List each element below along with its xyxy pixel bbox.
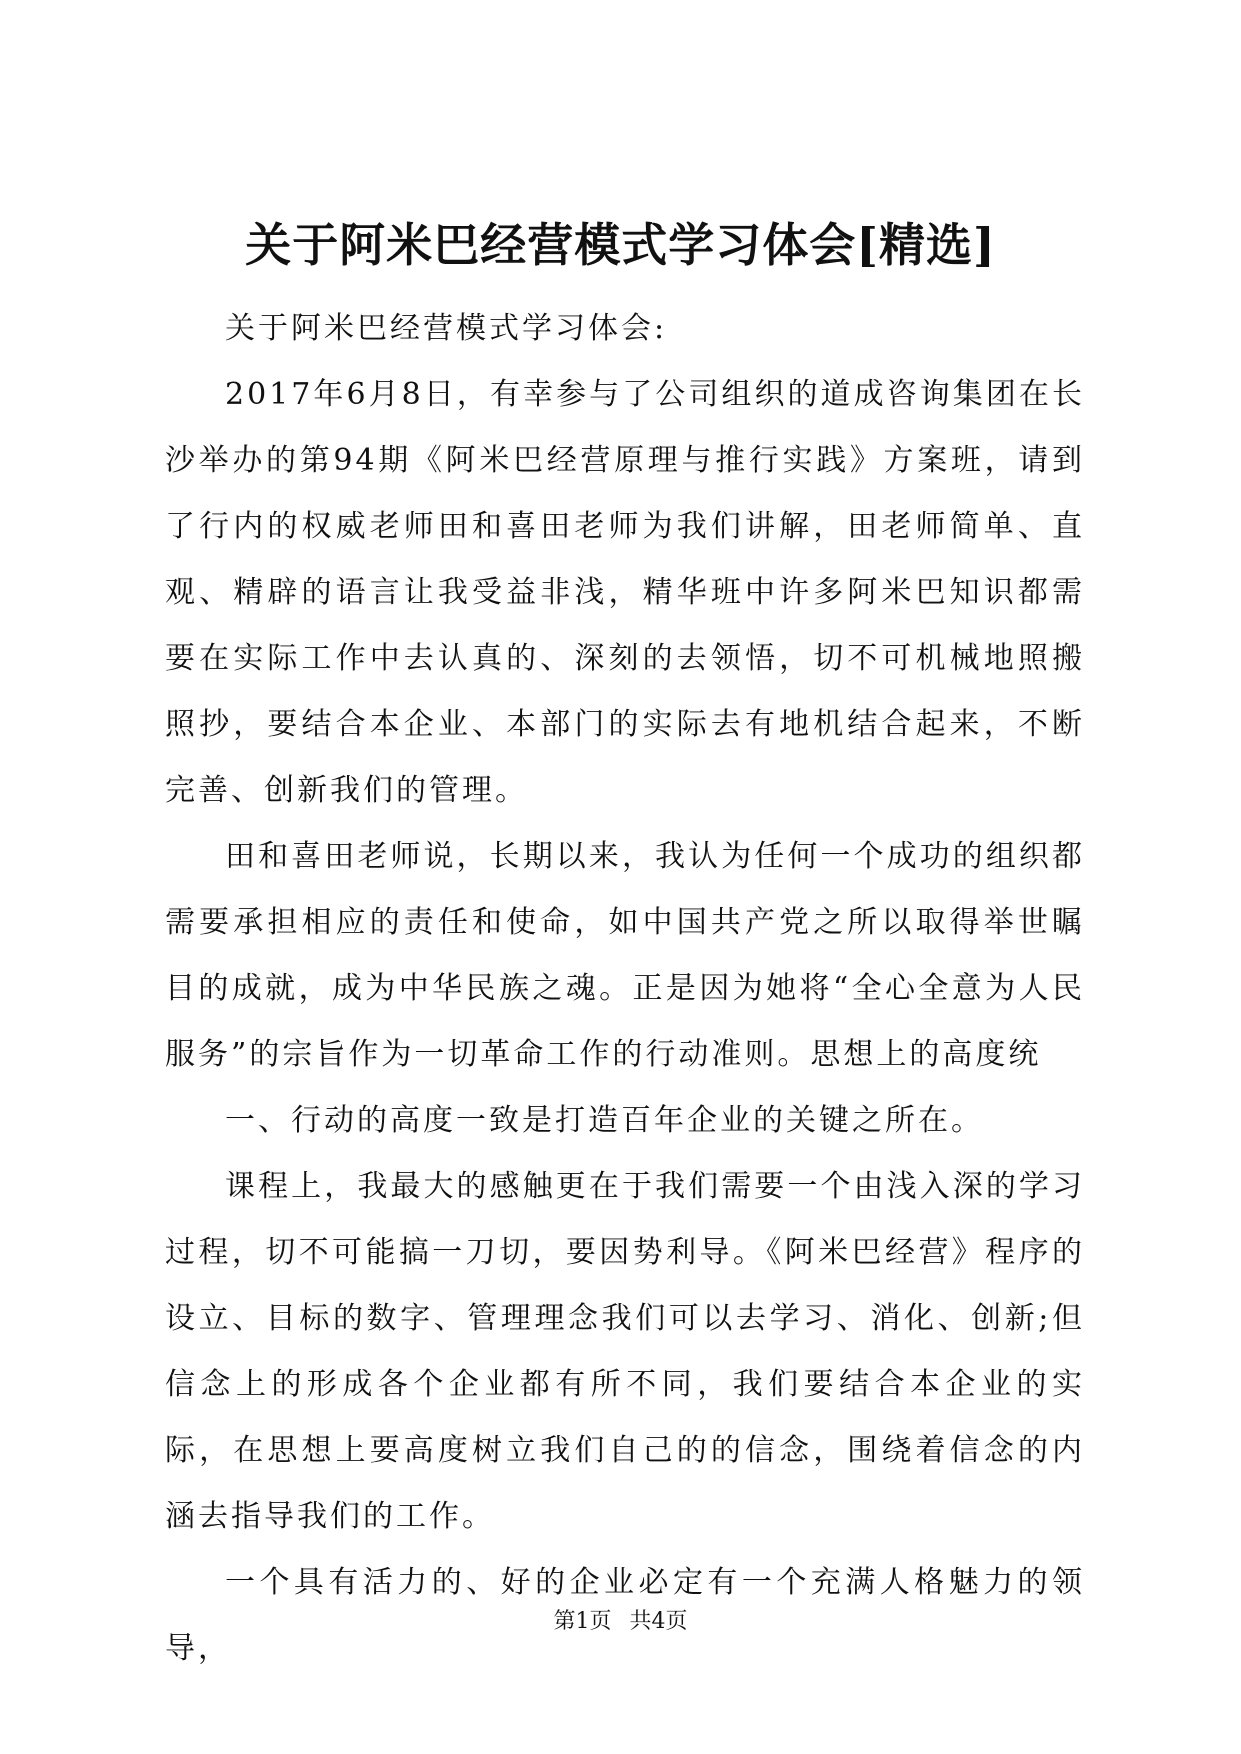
page-total: 共4页 [629,1609,688,1634]
document-body [165,296,1085,1682]
page-number: 第1页 [553,1609,612,1634]
paragraph: 田和喜田老师说，长期以来，我认为任何一个成功的组织都需要承担相应的责任和使命，如中国共产党之所以取得举世瞩目的成就，成为中华民族之魂。正是因为她将“全心全意为人民服务”的宗旨作为一切革命工作的行动准则。思想上的高度统 [165,839,1085,1072]
paragraph: 2017年6月8日，有幸参与了公司组织的道成咨询集团在长沙举办的第94期《阿米巴经营原理与推行实践》方案班，请到了行内的权威老师田和喜田老师为我们讲解，田老师简单、直观、精辟的语言让我受益非浅，精华班中许多阿米巴知识都需要在实际工作中去认真的、深刻的去领悟，切不可机械地照搬照抄，要结合本企业、本部门的实际去有地机结合起来，不断完善、创新我们的管理。 [165,377,1085,808]
document-title: 关于阿米巴经营模式学习体会[精选] [245,218,996,272]
page-footer [0,1607,1241,1637]
paragraph: 一个具有活力的、好的企业必定有一个充满人格魅力的领导， [165,1565,1085,1666]
paragraph: 一、行动的高度一致是打造百年企业的关键之所在。 [225,1103,984,1138]
paragraph: 课程上，我最大的感触更在于我们需要一个由浅入深的学习过程，切不可能搞一刀切，要因势利导。《阿米巴经营》程序的设立、目标的数字、管理理念我们可以去学习、消化、创新;但信念上的形成各个企业都有所不同，我们要结合本企业的实际，在思想上要高度树立我们自己的的信念，围绕着信念的内涵去指导我们的工作。 [165,1169,1085,1534]
paragraph: 关于阿米巴经营模式学习体会: [225,311,668,346]
